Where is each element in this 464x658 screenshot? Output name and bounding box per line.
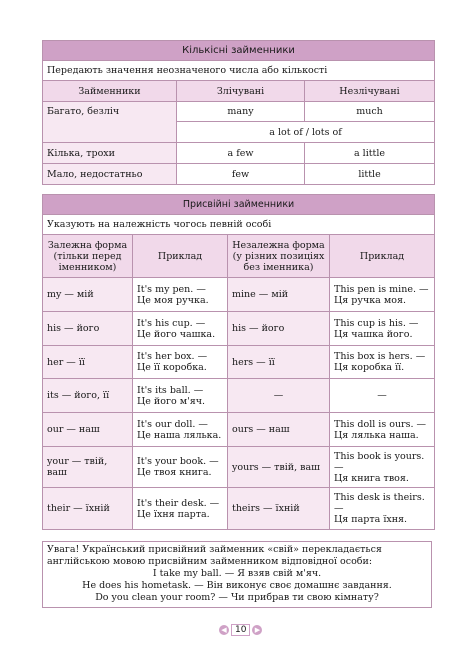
dependent-form: my — мій bbox=[43, 278, 133, 312]
example-en: It's their desk. — bbox=[137, 497, 220, 509]
independent-form: mine — мій bbox=[228, 278, 330, 312]
dependent-form: his — його bbox=[43, 312, 133, 346]
table-cell: many bbox=[177, 102, 305, 122]
row-label: Багато, безліч bbox=[43, 102, 177, 143]
example-en: It's my pen. — bbox=[137, 283, 206, 295]
table-row bbox=[43, 312, 435, 346]
table-description: Передають значення неозначеного числа або кількості bbox=[43, 61, 435, 81]
table-row bbox=[43, 346, 435, 379]
table-row bbox=[43, 379, 435, 413]
table-cell: a lot of / lots of bbox=[177, 122, 435, 143]
example-cell bbox=[133, 413, 228, 447]
table-cell: little bbox=[305, 164, 435, 185]
example-cell bbox=[133, 278, 228, 312]
arrow-right-icon: ▶ bbox=[252, 625, 262, 635]
example-en: It's her box. — bbox=[137, 351, 208, 362]
example-cell bbox=[133, 312, 228, 346]
table-row bbox=[43, 488, 435, 530]
independent-form: — bbox=[228, 379, 330, 413]
example-uk: Це наша лялька. bbox=[137, 429, 222, 441]
example-uk: Ця ручка моя. bbox=[334, 294, 406, 306]
column-header: Незалежна форма (у різних позиціях без іменника) bbox=[228, 235, 330, 278]
example-cell bbox=[330, 346, 435, 379]
table-title: Присвійні займенники bbox=[43, 195, 435, 215]
note-example: He does his hometask. — Він виконує своє домашнє завдання. bbox=[82, 580, 392, 591]
example-en: It's his cup. — bbox=[137, 317, 206, 329]
example-cell: — bbox=[330, 379, 435, 413]
page-navigation bbox=[219, 624, 262, 636]
example-en: This book is yours. — bbox=[334, 450, 425, 473]
table-cell: a few bbox=[177, 143, 305, 164]
table-description: Указують на належність чогось певній особі bbox=[43, 215, 435, 235]
table-row bbox=[43, 278, 435, 312]
example-en: This cup is his. — bbox=[334, 317, 419, 329]
table-cell: few bbox=[177, 164, 305, 185]
example-en: This box is hers. — bbox=[334, 351, 426, 362]
dependent-form: her — її bbox=[43, 346, 133, 379]
dependent-form: our — наш bbox=[43, 413, 133, 447]
table-row bbox=[43, 413, 435, 447]
example-cell bbox=[330, 278, 435, 312]
note-example: I take my ball. — Я взяв свій м'яч. bbox=[152, 568, 322, 579]
example-uk: Ця чашка його. bbox=[334, 328, 413, 340]
note-text: Увага! Український присвійний займенник «свій» перекладається англійською мовою присвійним займенником відповідної особи: bbox=[47, 544, 382, 567]
quantity-pronouns-table bbox=[42, 40, 435, 185]
example-uk: Це його чашка. bbox=[137, 328, 216, 340]
example-uk: Ця парта їхня. bbox=[334, 514, 408, 525]
example-en: It's its ball. — bbox=[137, 384, 204, 396]
example-uk: Ця коробка її. bbox=[334, 362, 405, 373]
independent-form: yours — твій, ваш bbox=[228, 447, 330, 488]
table-cell: much bbox=[305, 102, 435, 122]
example-en: This doll is ours. — bbox=[334, 418, 427, 430]
table-cell: a little bbox=[305, 143, 435, 164]
example-uk: Це моя ручка. bbox=[137, 294, 209, 306]
example-cell bbox=[330, 488, 435, 530]
example-uk: Ця лялька наша. bbox=[334, 429, 419, 441]
column-header: Злічувані bbox=[177, 81, 305, 102]
note-box bbox=[42, 541, 432, 608]
example-cell bbox=[133, 379, 228, 413]
example-uk: Це їхня парта. bbox=[137, 508, 210, 520]
example-en: This pen is mine. — bbox=[334, 283, 429, 295]
column-header: Залежна форма (тільки перед іменником) bbox=[43, 235, 133, 278]
table-row bbox=[43, 447, 435, 488]
dependent-form: its — його, її bbox=[43, 379, 133, 413]
dependent-form: your — твій, ваш bbox=[43, 447, 133, 488]
example-en: It's our doll. — bbox=[137, 418, 208, 430]
independent-form: ours — наш bbox=[228, 413, 330, 447]
possessive-pronouns-table bbox=[42, 194, 435, 530]
row-label: Мало, недостатньо bbox=[43, 164, 177, 185]
dependent-form: their — їхній bbox=[43, 488, 133, 530]
column-header: Займенники bbox=[43, 81, 177, 102]
independent-form: hers — її bbox=[228, 346, 330, 379]
independent-form: his — його bbox=[228, 312, 330, 346]
example-uk: Це твоя книга. bbox=[137, 467, 212, 478]
example-en: This desk is theirs. — bbox=[334, 492, 425, 514]
column-header: Приклад bbox=[330, 235, 435, 278]
example-cell bbox=[133, 488, 228, 530]
example-cell bbox=[330, 312, 435, 346]
column-header: Незлічувані bbox=[305, 81, 435, 102]
example-cell bbox=[133, 447, 228, 488]
example-en: It's your book. — bbox=[137, 456, 219, 467]
example-cell bbox=[330, 447, 435, 488]
example-uk: Ця книга твоя. bbox=[334, 472, 409, 484]
arrow-left-icon: ◀ bbox=[219, 625, 229, 635]
note-example: Do you clean your room? — Чи прибрав ти свою кімнату? bbox=[95, 592, 379, 603]
independent-form: theirs — їхній bbox=[228, 488, 330, 530]
page-number: 10 bbox=[231, 624, 250, 636]
column-header: Приклад bbox=[133, 235, 228, 278]
example-cell bbox=[330, 413, 435, 447]
example-cell bbox=[133, 346, 228, 379]
example-uk: Це її коробка. bbox=[137, 362, 207, 373]
row-label: Кілька, трохи bbox=[43, 143, 177, 164]
table-title: Кількісні займенники bbox=[43, 41, 435, 61]
example-uk: Це його м'яч. bbox=[137, 395, 205, 407]
